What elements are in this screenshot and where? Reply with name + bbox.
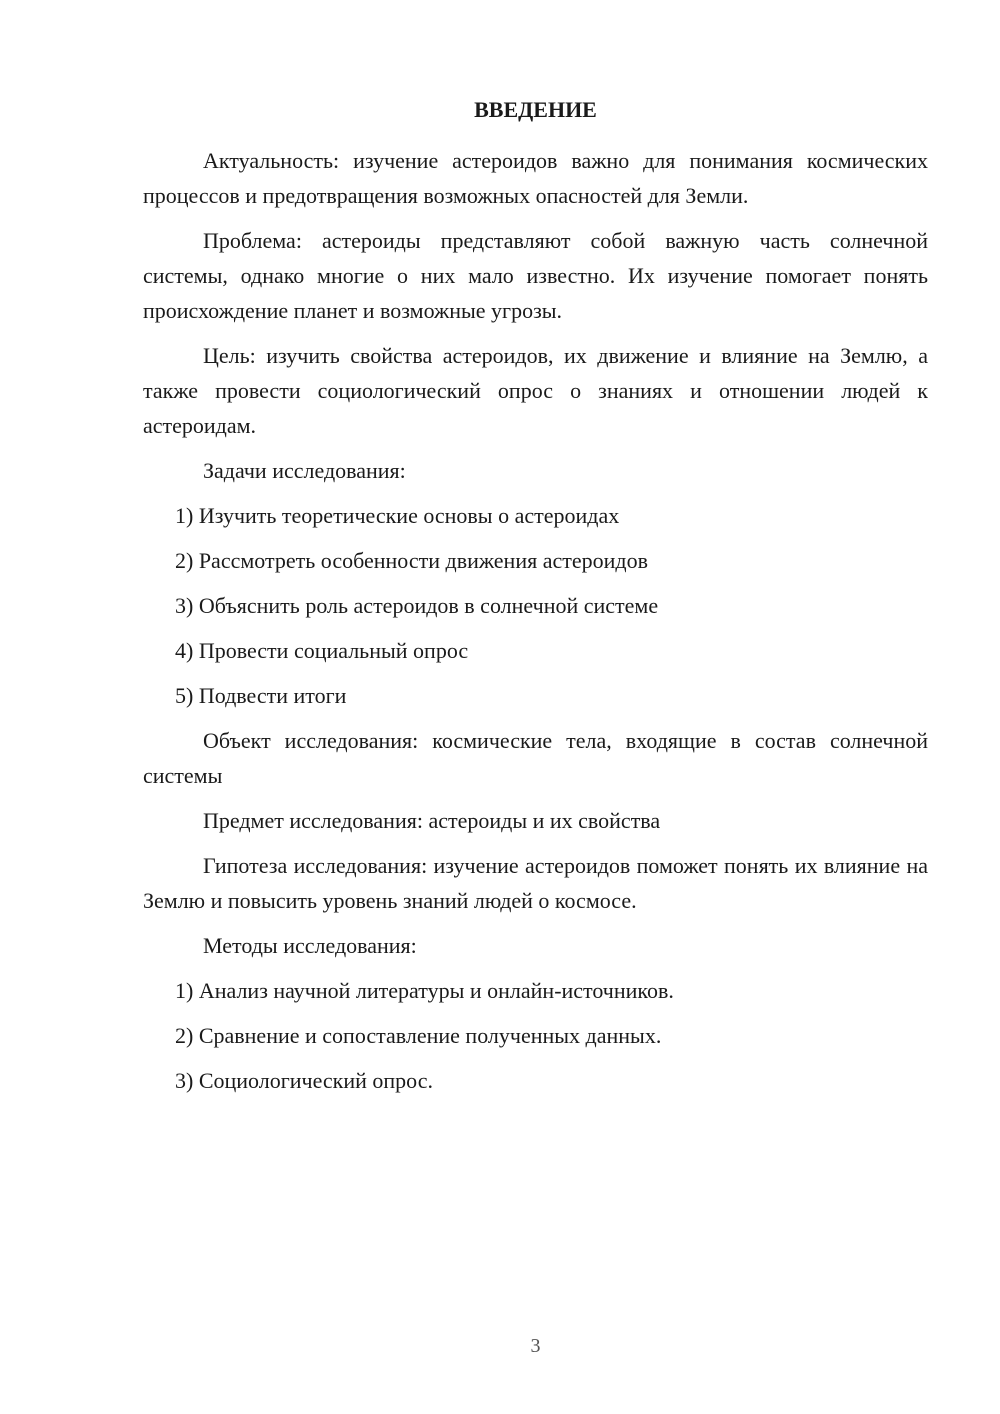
tasks-list [143,498,928,713]
list-item: 1) Изучить теоретические основы о астероидах [175,503,620,528]
list-item: 3) Объяснить роль астероидов в солнечной системе [175,593,659,618]
methods-heading: Методы исследования: [203,933,417,958]
page-title: ВВЕДЕНИЕ [474,97,597,122]
methods-list [143,973,928,1098]
list-item: 1) Анализ научной литературы и онлайн-источников. [175,978,674,1003]
problem-paragraph: Проблема: астероиды представляют собой важную часть солнечной системы, однако многие о них мало известно. Их изучение помогает понять происхождение планет и возможные угрозы. [143,228,928,323]
page-number: 3 [530,1335,541,1357]
hypothesis-paragraph: Гипотеза исследования: изучение астероидов поможет понять их влияние на Землю и повысить уровень знаний людей о космосе. [143,853,928,913]
goal-paragraph: Цель: изучить свойства астероидов, их движение и влияние на Землю, а также провести социологический опрос о знаниях и отношении людей к астероидам. [143,343,928,438]
list-item: 4) Провести социальный опрос [175,638,469,663]
list-item: 2) Рассмотреть особенности движения астероидов [175,548,648,573]
document-body [143,143,928,1108]
list-item: 2) Сравнение и сопоставление полученных данных. [175,1023,662,1048]
relevance-paragraph: Актуальность: изучение астероидов важно для понимания космических процессов и предотвращения возможных опасностей для Земли. [143,148,928,208]
tasks-heading: Задачи исследования: [203,458,406,483]
list-item: 3) Социологический опрос. [175,1068,433,1093]
object-paragraph: Объект исследования: космические тела, входящие в состав солнечной системы [143,728,928,788]
subject-paragraph: Предмет исследования: астероиды и их свойства [203,808,661,833]
list-item: 5) Подвести итоги [175,683,347,708]
